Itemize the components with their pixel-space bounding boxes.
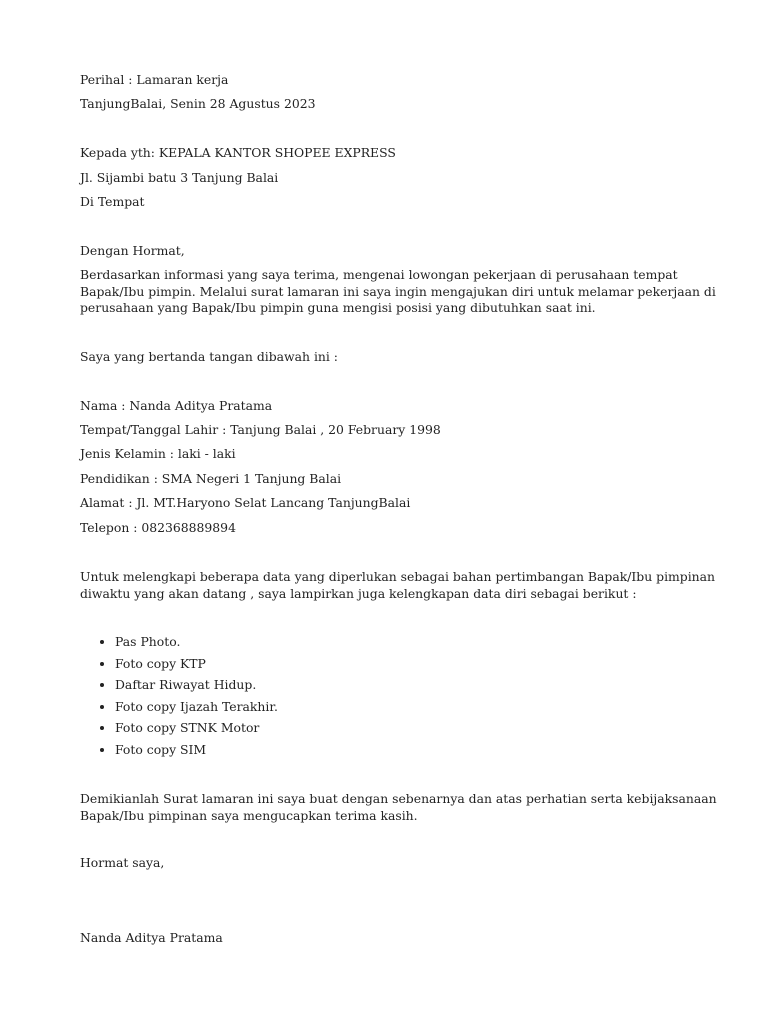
undersigned-statement: Saya yang bertanda tangan dibawah ini : [80, 349, 338, 364]
letter-place-date: TanjungBalai, Senin 28 Agustus 2023 [80, 96, 316, 111]
list-item: • Pas Photo. [115, 634, 278, 656]
personal-address: Alamat : Jl. MT.Haryono Selat Lancang TanjungBalai [80, 495, 411, 510]
intro-paragraph [80, 267, 716, 317]
list-item: • Foto copy STNK Motor [115, 720, 278, 742]
completeness-paragraph [80, 569, 716, 602]
list-item: • Daftar Riwayat Hidup. [115, 677, 278, 699]
recipient-location: Di Tempat [80, 194, 145, 209]
signature-name: Nanda Aditya Pratama [80, 930, 223, 945]
regards: Hormat saya, [80, 855, 165, 870]
closing-line: Bapak/Ibu pimpinan saya mengucapkan terima kasih. [80, 807, 418, 823]
attachment-list [80, 634, 278, 764]
closing-paragraph [80, 791, 717, 824]
intro-line: Bapak/Ibu pimpin. Melalui surat lamaran ini saya ingin mengajukan diri untuk melamar pekerjaan di [80, 283, 716, 299]
personal-name: Nama : Nanda Aditya Pratama [80, 398, 273, 413]
closing-line: Demikianlah Surat lamaran ini saya buat dengan sebenarnya dan atas perhatian serta kebijaksanaan [80, 791, 717, 806]
list-item: • Foto copy Ijazah Terakhir. [115, 699, 278, 721]
list-item: • Foto copy KTP [115, 656, 278, 678]
salutation: Dengan Hormat, [80, 243, 185, 258]
personal-gender: Jenis Kelamin : laki - laki [80, 446, 236, 461]
intro-line: Berdasarkan informasi yang saya terima, mengenai lowongan pekerjaan di perusahaan tempat [80, 267, 678, 282]
completeness-line: diwaktu yang akan datang , saya lampirkan juga kelengkapan data diri sebagai berikut : [80, 585, 637, 601]
intro-line: perusahaan yang Bapak/Ibu pimpin guna mengisi posisi yang dibutuhkan saat ini. [80, 300, 596, 315]
personal-birth: Tempat/Tanggal Lahir : Tanjung Balai , 20 February 1998 [80, 422, 441, 437]
letter-subject: Perihal : Lamaran kerja [80, 72, 229, 87]
personal-education: Pendidikan : SMA Negeri 1 Tanjung Balai [80, 471, 342, 486]
recipient-address: Jl. Sijambi batu 3 Tanjung Balai [80, 170, 279, 185]
personal-phone: Telepon : 082368889894 [80, 520, 236, 535]
completeness-line: Untuk melengkapi beberapa data yang diperlukan sebagai bahan pertimbangan Bapak/Ibu pimpinan [80, 569, 716, 584]
list-item: • Foto copy SIM [115, 742, 278, 764]
recipient-to: Kepada yth: KEPALA KANTOR SHOPEE EXPRESS [80, 145, 396, 160]
